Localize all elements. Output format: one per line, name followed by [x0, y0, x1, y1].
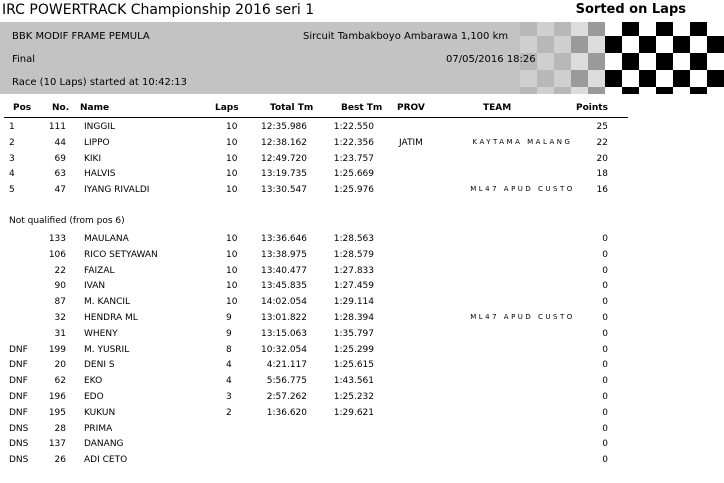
table-row	[0, 154, 724, 169]
table-row	[0, 345, 724, 360]
cell-pos: DNF	[9, 344, 28, 355]
table-row	[0, 185, 724, 200]
cell-total: 13:38.975	[261, 249, 307, 260]
cell-best: 1:27.459	[333, 281, 374, 292]
cell-points: 20	[596, 153, 608, 164]
table-row	[0, 329, 724, 344]
cell-total: 13:30.547	[261, 185, 307, 196]
table-row	[0, 169, 724, 184]
cell-pos: DNF	[9, 360, 28, 371]
cell-laps: 10	[226, 185, 238, 196]
cell-no: 62	[54, 376, 66, 387]
cell-total: 12:49.720	[261, 153, 307, 164]
cell-no: 44	[54, 137, 66, 148]
cell-pos: DNF	[9, 407, 28, 418]
cell-laps: 10	[226, 169, 238, 180]
col-prov: PROV	[397, 103, 425, 113]
cell-total: 4:21.117	[266, 360, 307, 371]
cell-no: 90	[54, 281, 66, 292]
col-pos: Pos	[13, 103, 32, 113]
cell-total: 12:38.162	[261, 137, 307, 148]
cell-total: 1:36.620	[266, 407, 307, 418]
race-datetime: 07/05/2016 18:26	[446, 54, 536, 65]
cell-pos: DNS	[9, 455, 29, 466]
cell-no: 199	[48, 344, 66, 355]
cell-name: M. YUSRIL	[84, 344, 130, 355]
cell-no: 69	[54, 153, 66, 164]
cell-pos: DNS	[9, 423, 29, 434]
table-row	[0, 138, 724, 153]
cell-laps: 10	[226, 297, 238, 308]
cell-total: 13:01.822	[261, 313, 307, 323]
cell-name: LIPPO	[84, 137, 110, 148]
cell-points: 0	[602, 439, 608, 450]
cell-name: DENI S	[84, 360, 115, 371]
circuit-name: Sircuit Tambakboyo Ambarawa 1,100 km	[303, 31, 509, 42]
cell-pos: 3	[9, 153, 15, 164]
cell-name: EKO	[84, 376, 103, 387]
cell-pos: DNS	[9, 439, 29, 450]
table-row	[0, 266, 724, 281]
cell-team: ML47 APUD CUSTO	[470, 313, 575, 321]
cell-best: 1:22.356	[333, 137, 374, 148]
table-row	[0, 424, 724, 439]
cell-pos: 2	[9, 137, 15, 148]
cell-points: 0	[602, 265, 608, 276]
cell-best: 1:25.976	[333, 185, 374, 196]
cell-total: 10:32.054	[261, 344, 307, 355]
cell-best: 1:23.757	[333, 153, 374, 164]
race-info: Race (10 Laps) started at 10:42:13	[12, 77, 187, 88]
cell-laps: 10	[226, 137, 238, 148]
col-name: Name	[80, 103, 110, 113]
table-row	[0, 408, 724, 423]
cell-points: 0	[602, 376, 608, 387]
cell-best: 1:25.299	[333, 344, 374, 355]
cell-no: 87	[54, 297, 66, 308]
cell-best: 1:28.394	[333, 313, 374, 323]
session-name: Final	[12, 54, 36, 65]
cell-total: 13:19.735	[261, 169, 307, 180]
cell-team: ML47 APUD CUSTO	[470, 185, 575, 194]
cell-no: 196	[48, 392, 66, 402]
cell-laps: 10	[226, 281, 238, 292]
cell-prov: JATIM	[399, 137, 423, 148]
cell-best: 1:25.232	[333, 392, 374, 402]
cell-laps: 8	[226, 344, 232, 355]
cell-name: EDO	[84, 392, 104, 402]
cell-best: 1:29.114	[333, 297, 374, 308]
cell-best: 1:35.797	[333, 328, 374, 339]
cell-name: HALVIS	[84, 169, 116, 180]
cell-laps: 2	[226, 407, 232, 418]
cell-no: 137	[48, 439, 66, 450]
cell-pos: DNF	[9, 376, 28, 387]
cell-total: 12:35.986	[261, 122, 307, 132]
cell-total: 5:56.775	[266, 376, 307, 387]
cell-points: 0	[602, 423, 608, 434]
table-row	[0, 392, 724, 407]
col-points: Points	[576, 103, 608, 113]
cell-name: MAULANA	[84, 234, 129, 244]
cell-laps: 4	[226, 360, 232, 371]
cell-total: 13:45.835	[261, 281, 307, 292]
cell-points: 0	[602, 407, 608, 418]
cell-laps: 9	[226, 328, 232, 339]
cell-laps: 10	[226, 153, 238, 164]
sort-label: Sorted on Laps	[575, 2, 686, 17]
cell-best: 1:27.833	[333, 265, 374, 276]
cell-name: M. KANCIL	[84, 297, 131, 308]
col-total: Total Tm	[270, 103, 314, 113]
cell-total: 14:02.054	[261, 297, 307, 308]
cell-points: 0	[602, 360, 608, 371]
cell-no: 31	[54, 328, 66, 339]
cell-pos: 1	[9, 122, 15, 132]
col-best: Best Tm	[341, 103, 383, 113]
cell-name: ADI CETO	[84, 455, 128, 466]
table-row	[0, 234, 724, 249]
table-row	[0, 455, 724, 470]
cell-pos: 4	[9, 169, 15, 180]
cell-laps: 10	[226, 122, 238, 132]
cell-no: 20	[54, 360, 66, 371]
cell-name: KUKUN	[84, 407, 116, 418]
cell-laps: 10	[226, 265, 238, 276]
cell-name: RICO SETYAWAN	[84, 249, 158, 260]
class-name: BBK MODIF FRAME PEMULA	[12, 31, 150, 42]
cell-name: DANANG	[84, 439, 124, 450]
cell-total: 13:15.063	[261, 328, 307, 339]
cell-points: 16	[596, 185, 608, 196]
cell-name: PRIMA	[84, 423, 113, 434]
cell-points: 0	[602, 234, 608, 244]
cell-no: 26	[54, 455, 66, 466]
cell-best: 1:28.579	[333, 249, 374, 260]
cell-best: 1:25.669	[333, 169, 374, 180]
cell-points: 0	[602, 455, 608, 466]
header-banner	[0, 22, 724, 94]
cell-no: 111	[48, 122, 66, 132]
cell-no: 22	[54, 265, 66, 276]
not-qualified-label: Not qualified (from pos 6)	[9, 216, 125, 226]
cell-best: 1:28.563	[333, 234, 374, 244]
cell-name: KIKI	[84, 153, 102, 164]
cell-no: 195	[48, 407, 66, 418]
cell-points: 0	[602, 281, 608, 292]
cell-team: KAYTAMA MALANG	[472, 137, 573, 146]
cell-points: 25	[596, 122, 608, 132]
table-row	[0, 297, 724, 312]
cell-name: WHENY	[84, 328, 118, 339]
cell-name: FAIZAL	[84, 265, 115, 276]
cell-total: 13:40.477	[261, 265, 307, 276]
cell-laps: 10	[226, 234, 238, 244]
col-no: No.	[52, 103, 70, 113]
cell-laps: 10	[226, 249, 238, 260]
table-row	[0, 313, 724, 328]
cell-pos: DNF	[9, 392, 28, 402]
cell-no: 32	[54, 313, 66, 323]
cell-points: 22	[596, 137, 608, 148]
cell-points: 0	[602, 392, 608, 402]
cell-name: HENDRA ML	[84, 313, 138, 323]
table-header	[0, 103, 724, 117]
table-row	[0, 250, 724, 265]
cell-points: 0	[602, 313, 608, 323]
cell-points: 18	[596, 169, 608, 180]
table-row	[0, 281, 724, 296]
cell-no: 28	[54, 423, 66, 434]
cell-points: 0	[602, 344, 608, 355]
col-laps: Laps	[215, 103, 239, 113]
cell-laps: 9	[226, 313, 232, 323]
cell-name: IYANG RIVALDI	[84, 185, 150, 196]
cell-best: 1:22.550	[333, 122, 374, 132]
cell-laps: 4	[226, 376, 232, 387]
cell-total: 2:57.262	[266, 392, 307, 402]
table-row	[0, 439, 724, 454]
cell-no: 47	[54, 185, 66, 196]
cell-points: 0	[602, 328, 608, 339]
cell-no: 63	[54, 169, 66, 180]
cell-name: IVAN	[84, 281, 106, 292]
cell-no: 133	[48, 234, 66, 244]
table-row	[0, 376, 724, 391]
cell-points: 0	[602, 249, 608, 260]
cell-no: 106	[48, 249, 66, 260]
table-row	[0, 360, 724, 375]
cell-pos: 5	[9, 185, 15, 196]
table-row	[0, 122, 724, 137]
cell-points: 0	[602, 297, 608, 308]
cell-total: 13:36.646	[261, 234, 307, 244]
page-title: IRC POWERTRACK Championship 2016 seri 1	[2, 2, 315, 18]
cell-laps: 3	[226, 392, 232, 402]
header-divider	[4, 117, 628, 118]
cell-best: 1:25.615	[333, 360, 374, 371]
cell-best: 1:29.621	[333, 407, 374, 418]
cell-name: INGGIL	[84, 122, 116, 132]
col-team: TEAM	[483, 103, 512, 113]
cell-best: 1:43.561	[333, 376, 374, 387]
